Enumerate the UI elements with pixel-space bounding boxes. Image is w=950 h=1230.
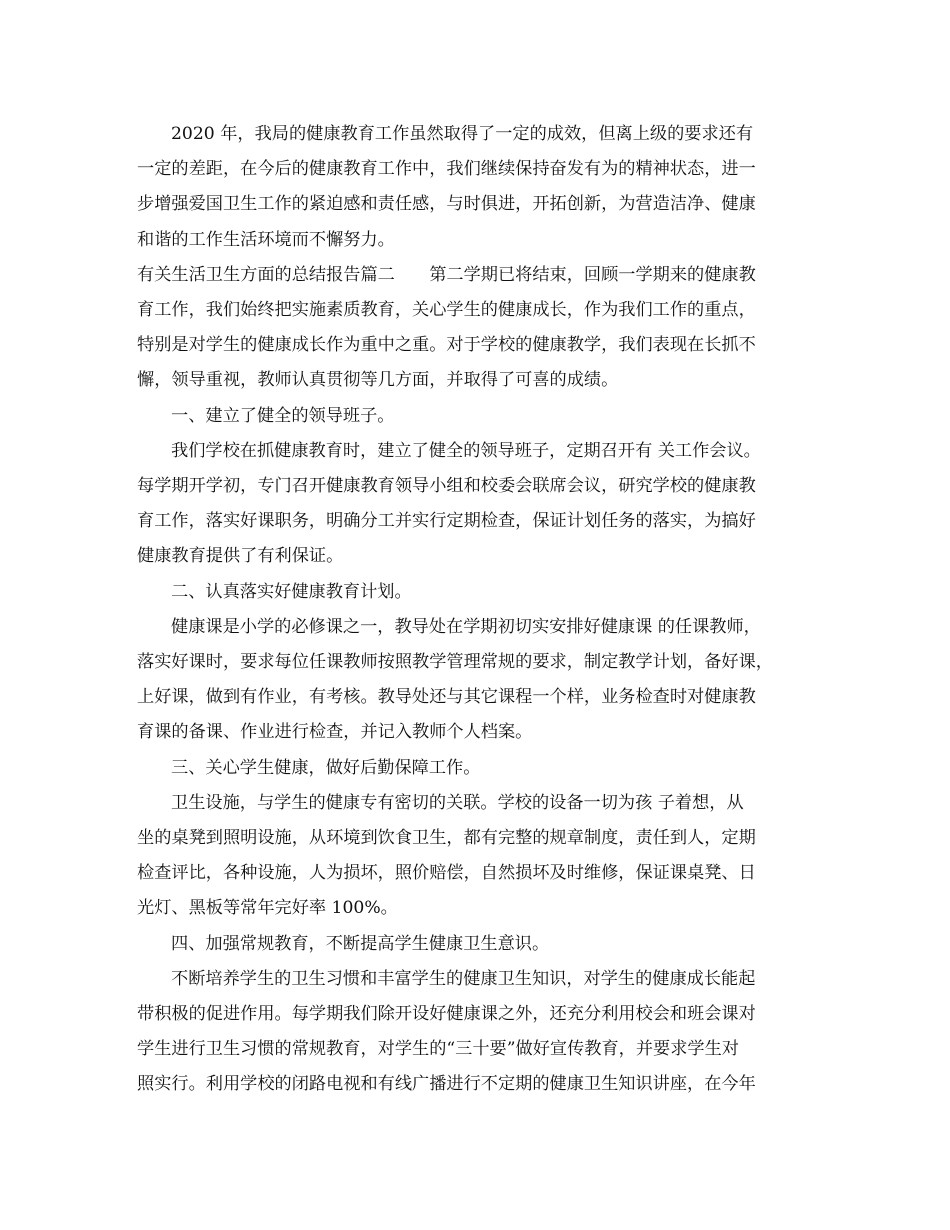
para-leadership (137, 434, 817, 575)
section-heading: 三、关心学生健康，做好后勤保障工作。 (171, 757, 481, 778)
text-line: 育课的备课、作业进行检查，并记入教师个人档案。 (137, 722, 533, 743)
text-line: 育工作，我们始终把实施素质教育，关心学生的健康成长，作为我们工作的重点， (137, 299, 756, 320)
text-line: 光灯、黑板等常年完好率 100%。 (137, 898, 398, 919)
section-heading: 一、建立了健全的领导班子。 (171, 405, 395, 426)
text-line: 学生进行卫生习惯的常规教育，对学生的“三十要”做好宣传教育，并要求学生对 (137, 1039, 739, 1060)
heading-three (137, 751, 817, 786)
text-line: 健康课是小学的必修课之一，教导处在学期初切实安排好健康课 的任课教师， (171, 616, 761, 637)
para-facilities (137, 786, 817, 927)
text-line: 照实行。利用学校的闭路电视和有线广播进行不定期的健康卫生知识讲座，在今年 (137, 1074, 756, 1095)
section-heading: 二、认真落实好健康教育计划。 (171, 581, 412, 602)
heading-two (137, 575, 817, 610)
text-line: 不断培养学生的卫生习惯和丰富学生的健康卫生知识，对学生的健康成长能起 (171, 968, 756, 989)
heading-four (137, 927, 817, 962)
text-line: 步增强爱国卫生工作的紧迫感和责任感，与时俱进，开拓创新，为营造洁净、健康 (137, 194, 756, 215)
text-line: 2020 年，我局的健康教育工作虽然取得了一定的成效，但离上级的要求还有 (171, 124, 754, 144)
text-line: 健康教育提供了有利保证。 (137, 546, 344, 567)
text-line: 育工作，落实好课职务，明确分工并实行定期检查，保证计划任务的落实，为搞好 (137, 511, 756, 532)
text-line: 特别是对学生的健康成长作为重中之重。对于学校的健康教学，我们表现在长抓不 (137, 335, 756, 356)
text-line: 懈，领导重视，教师认真贯彻等几方面，并取得了可喜的成绩。 (137, 370, 619, 391)
para-report-two-intro (137, 258, 817, 399)
text-line: 带积极的促进作用。每学期我们除开设好健康课之外，还充分利用校会和班会课对 (137, 1003, 756, 1024)
text-line: 每学期开学初，专门召开健康教育领导小组和校委会联席会议，研究学校的健康教 (137, 475, 756, 496)
section-heading: 四、加强常规教育，不断提高学生健康卫生意识。 (171, 933, 550, 954)
text-line: 坐的桌凳到照明设施，从环境到饮食卫生，都有完整的规章制度，责任到人，定期 (137, 827, 756, 848)
text-line: 卫生设施，与学生的健康专有密切的关联。学校的设备一切为孩 子着想，从 (171, 792, 744, 813)
text-line: 落实好课时，要求每位任课教师按照教学管理常规的要求，制定教学计划，备好课， (137, 651, 773, 672)
text-line: 有关生活卫生方面的总结报告篇二 第二学期已将结束，回顾一学期来的健康教 (137, 264, 756, 285)
text-line: 我们学校在抓健康教育时，建立了健全的领导班子，定期召开有 关工作会议。 (171, 440, 761, 461)
para-plan (137, 610, 817, 751)
text-line: 上好课，做到有作业，有考核。教导处还与其它课程一个样，业务检查时对健康教 (137, 687, 756, 708)
heading-one (137, 399, 817, 434)
para-habits (137, 962, 817, 1103)
text-line: 一定的差距，在今后的健康教育工作中，我们继续保持奋发有为的精神状态，进一 (137, 159, 756, 180)
text-line: 和谐的工作生活环境而不懈努力。 (137, 229, 395, 250)
text-line: 检查评比，各种设施，人为损坏，照价赔偿，自然损坏及时维修，保证课桌凳、日 (137, 863, 756, 884)
para-summary-2020 (137, 117, 817, 258)
